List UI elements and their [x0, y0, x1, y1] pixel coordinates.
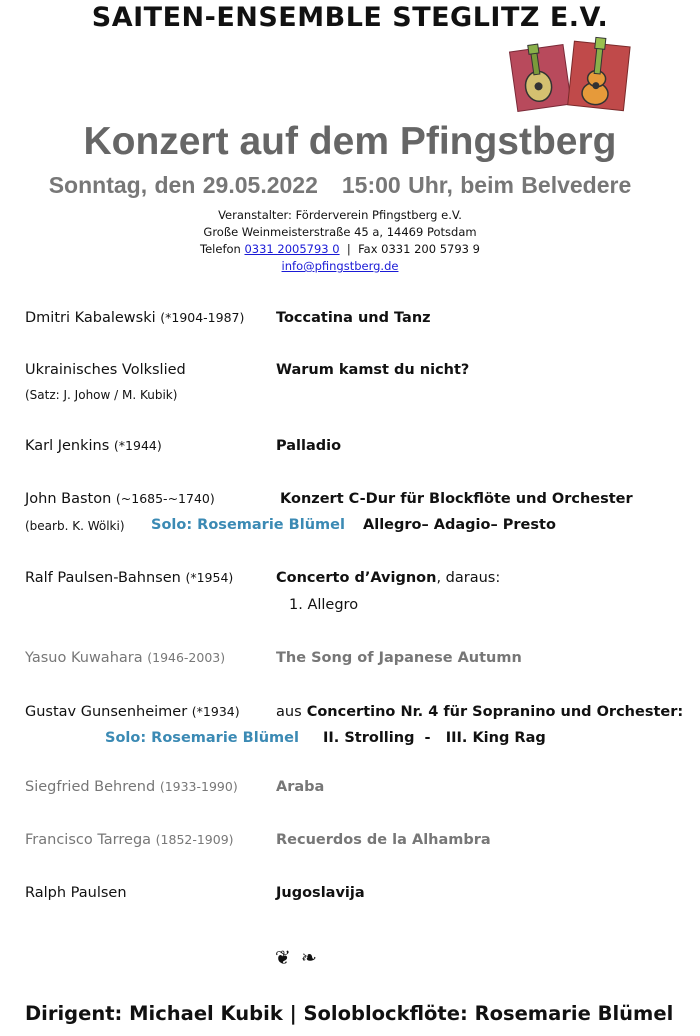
program-work: Warum kamst du nicht?	[276, 362, 470, 378]
phone-label: Telefon	[200, 242, 241, 256]
program-movements: Allegro– Adagio– Presto	[363, 517, 556, 533]
concert-date-line	[0, 168, 680, 202]
composer-years: (1933-1990)	[159, 779, 238, 794]
composer-years: (1852-1909)	[155, 832, 234, 847]
program-work	[276, 568, 500, 588]
phone-link[interactable]: 0331 2005793 0	[244, 242, 340, 256]
guitar-mandolin-icon	[505, 30, 635, 114]
program-work: The Song of Japanese Autumn	[276, 650, 522, 666]
program-composer	[25, 489, 215, 509]
program-composer	[25, 308, 244, 328]
program-composer	[25, 777, 238, 797]
email-link[interactable]: info@pfingstberg.de	[281, 259, 399, 273]
composer-years: (*1944)	[113, 438, 162, 453]
program-composer	[25, 568, 233, 588]
work-prefix: aus	[276, 704, 302, 720]
composer-years: (*1934)	[191, 704, 240, 719]
program-composer	[25, 830, 234, 850]
work-suffix: , daraus:	[436, 570, 501, 586]
composer-name: Francisco Tarrega	[25, 832, 152, 848]
composer-name: Gustav Gunsenheimer	[25, 704, 188, 720]
program-work: Toccatina und Tanz	[276, 310, 431, 326]
composer-years: (*1954)	[185, 570, 234, 585]
solo-credit: Solo: Rosemarie Blümel	[105, 730, 299, 746]
floral-ornament-icon: ❦ ❧	[275, 947, 319, 969]
composer-years: (~1685-~1740)	[115, 491, 215, 506]
composer-name: Siegfried Behrend	[25, 779, 156, 795]
work-title: Concerto d’Avignon	[276, 570, 437, 586]
program-work	[276, 702, 683, 722]
program-work: Recuerdos de la Alhambra	[276, 832, 491, 848]
program-composer	[25, 702, 240, 722]
program-composer: Ralph Paulsen	[25, 885, 127, 901]
fax-number: Fax 0331 200 5793 9	[358, 242, 480, 256]
composer-name: Yasuo Kuwahara	[25, 650, 143, 666]
organizer-info	[0, 207, 680, 275]
program-arrangement: (Satz: J. Johow / M. Kubik)	[25, 388, 178, 402]
composer-name: Karl Jenkins	[25, 438, 110, 454]
program-movement: 1. Allegro	[289, 597, 359, 613]
organization-name: SAITEN-ENSEMBLE STEGLITZ E.V.	[91, 2, 609, 33]
footer-credits: Dirigent: Michael Kubik | Soloblockflöte: Rosemarie Blümel	[25, 1002, 674, 1025]
program-composer	[25, 648, 225, 668]
separator: |	[343, 242, 359, 256]
work-title: Concertino Nr. 4 für Sopranino und Orchester:	[306, 704, 684, 720]
organizer-contact	[0, 241, 680, 258]
organizer-address: Große Weinmeisterstraße 45 a, 14469 Potsdam	[203, 225, 477, 239]
program-work: Araba	[276, 779, 325, 795]
concert-time-place: 15:00 Uhr, beim Belvedere	[341, 172, 632, 198]
program-composer	[25, 436, 162, 456]
concert-date: Sonntag, den 29.05.2022	[48, 172, 318, 198]
organizer-line: Veranstalter: Förderverein Pfingstberg e.V.	[218, 208, 462, 222]
program-movements: II. Strolling - III. King Rag	[323, 730, 546, 746]
program-arrangement: (bearb. K. Wölki)	[25, 519, 125, 533]
program-work: Palladio	[276, 438, 342, 454]
composer-years: (1946-2003)	[147, 650, 226, 665]
composer-name: Ralf Paulsen-Bahnsen	[25, 570, 181, 586]
concert-title: Konzert auf dem Pfingstberg	[83, 120, 617, 163]
composer-name: Dmitri Kabalewski	[25, 310, 156, 326]
program-work: Konzert C-Dur für Blockflöte und Orchester	[280, 491, 633, 507]
solo-credit: Solo: Rosemarie Blümel	[151, 517, 345, 533]
composer-name: John Baston	[25, 491, 112, 507]
composer-years: (*1904-1987)	[160, 310, 245, 325]
program-work: Jugoslavija	[276, 885, 365, 901]
program-composer: Ukrainisches Volkslied	[25, 362, 186, 378]
